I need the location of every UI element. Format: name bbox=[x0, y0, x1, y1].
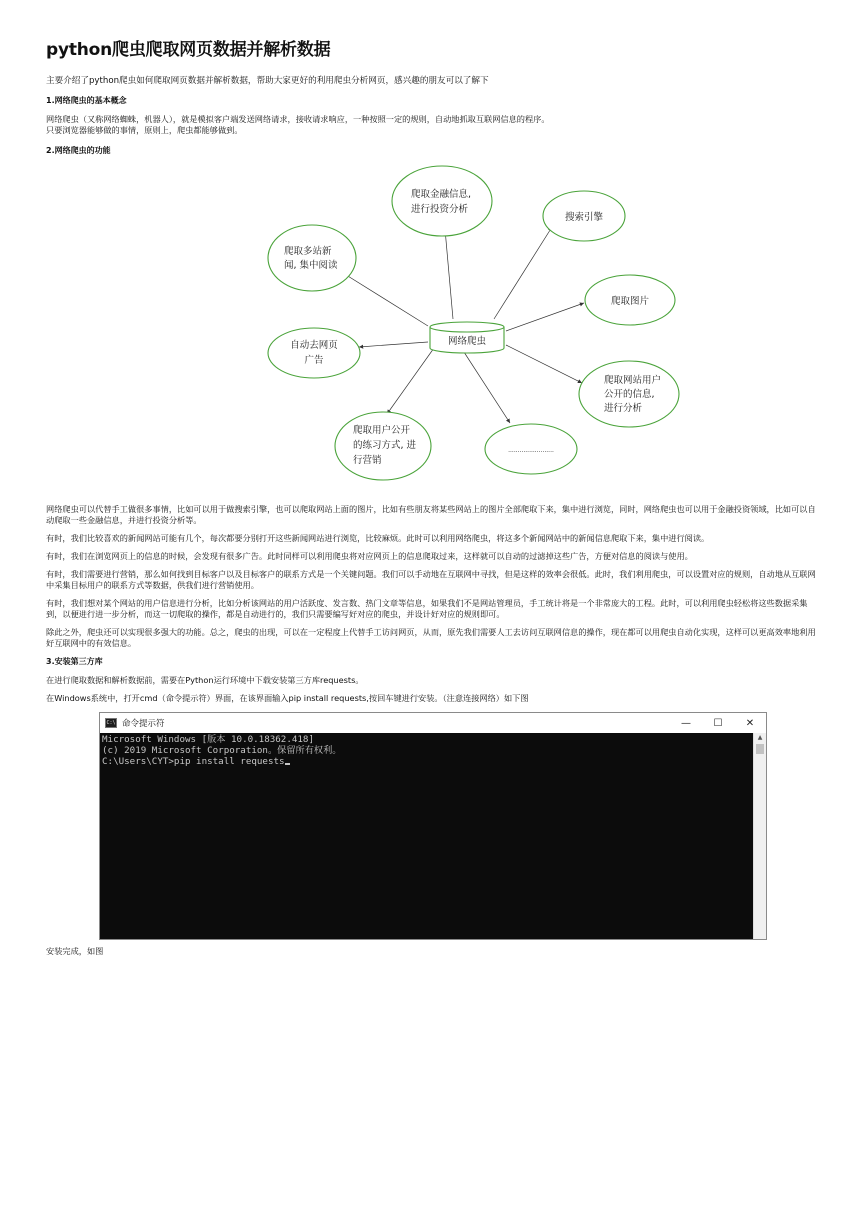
node-contact bbox=[335, 412, 431, 480]
node-finance-line2: 进行投资分析 bbox=[411, 204, 469, 215]
node-search-label: 搜索引擎 bbox=[564, 212, 604, 223]
section-heading-2: 2.网络爬虫的功能 bbox=[46, 146, 111, 155]
console-prompt-line bbox=[102, 756, 752, 767]
node-users-line2: 公开的信息, bbox=[604, 389, 655, 400]
window-controls bbox=[670, 713, 766, 733]
center-label: 网络爬虫 bbox=[447, 336, 487, 347]
section1-line2: 只要浏览器能够做的事情，原则上，爬虫都能够做到。 bbox=[46, 125, 243, 135]
cmd-window-screenshot bbox=[99, 712, 767, 940]
intro-paragraph: 主要介绍了python爬虫如何爬取网页数据并解析数据，帮助大家更好的利用爬虫分析网页，感兴趣的朋友可以了解下 bbox=[46, 76, 489, 86]
edge-images bbox=[506, 303, 584, 331]
console-command: C:\Users\CYT>pip install requests bbox=[102, 756, 285, 767]
section-heading-3: 3.安装第三方库 bbox=[46, 657, 103, 666]
cmd-scrollbar bbox=[753, 733, 766, 939]
section1-text bbox=[46, 114, 818, 136]
node-ads bbox=[268, 328, 360, 378]
cmd-window-title: 命令提示符 bbox=[122, 719, 165, 729]
install-paragraph-2: 在Windows系统中，打开cmd（命令提示符）界面，在该界面输入pip install requests,按回车键进行安装。（注意连接网络）如下图 bbox=[46, 693, 529, 703]
edge-finance bbox=[445, 229, 453, 319]
node-search bbox=[543, 191, 625, 241]
node-users-line3: 进行分析 bbox=[604, 403, 643, 414]
cursor bbox=[285, 763, 290, 765]
edge-users bbox=[506, 345, 582, 383]
node-ads-line2: 广告 bbox=[304, 355, 324, 366]
crawler-function-diagram bbox=[216, 164, 662, 494]
node-more-label: ........................ bbox=[508, 447, 554, 454]
section-heading-1: 1.网络爬虫的基本概念 bbox=[46, 96, 127, 105]
node-news-line1: 爬取多站新 bbox=[284, 246, 332, 257]
node-images-label: 爬取图片 bbox=[610, 296, 650, 307]
edge-ads bbox=[359, 342, 428, 347]
terminal-icon: C:\ bbox=[106, 720, 116, 726]
scroll-up-icon: ▲ bbox=[757, 734, 763, 741]
node-ads-line1: 自动去网页 bbox=[290, 340, 338, 351]
edge-more bbox=[462, 349, 510, 423]
node-finance bbox=[392, 166, 492, 236]
node-more bbox=[485, 424, 577, 474]
node-users bbox=[579, 361, 679, 427]
scroll-thumb bbox=[756, 744, 764, 754]
node-finance-line1: 爬取金融信息, bbox=[411, 189, 472, 200]
close-icon: ✕ bbox=[745, 717, 755, 729]
console-line: (c) 2019 Microsoft Corporation。保留所有权利。 bbox=[102, 745, 342, 756]
minimize-icon: — bbox=[681, 717, 691, 729]
cmd-titlebar bbox=[100, 712, 766, 733]
function-paragraph-4: 有时，我们需要进行营销，那么如何找到目标客户以及目标客户的联系方式是一个关键问题。我们可以手动地在互联网中寻找，但是这样的效率会很低。此时，我们利用爬虫，可以设置对应的规则，自动地从互联网中采集目标用户的联系方式等数据，供我们进行营销使用。 bbox=[46, 569, 816, 590]
install-paragraph-1: 在进行爬取数据和解析数据前，需要在Python运行环境中下载安装第三方库requests。 bbox=[46, 675, 364, 685]
edge-contact bbox=[387, 348, 434, 414]
node-users-line1: 爬取网站用户 bbox=[604, 375, 662, 386]
function-paragraph-1: 网络爬虫可以代替手工做很多事情，比如可以用于做搜索引擎，也可以爬取网站上面的图片，比如有些朋友将某些网站上的图片全部爬取下来，集中进行浏览，同时，网络爬虫也可以用于金融投资领域，比如可以自动爬取一些金融信息，并进行投资分析等。 bbox=[46, 504, 816, 525]
node-contact-line2: 的练习方式, 进 bbox=[353, 440, 417, 451]
diagram-center-node bbox=[430, 322, 504, 353]
node-news-line2: 闻, 集中阅读 bbox=[284, 260, 338, 271]
node-images bbox=[585, 275, 675, 325]
section1-line1: 网络爬虫（又称网络蜘蛛，机器人），就是模拟客户端发送网络请求，接收请求响应，一种按照一定的规则，自动地抓取互联网信息的程序。 bbox=[46, 114, 550, 124]
article bbox=[46, 34, 818, 711]
node-news bbox=[268, 225, 356, 291]
install-done-text: 安装完成，如图 bbox=[46, 946, 104, 956]
function-paragraph-6: 除此之外，爬虫还可以实现很多强大的功能。总之，爬虫的出现，可以在一定程度上代替手工访问网页，从而，原先我们需要人工去访问互联网信息的操作，现在都可以用爬虫自动化实现，这样可以更高效率地利用好互联网中的有效信息。 bbox=[46, 627, 816, 648]
function-paragraph-2: 有时，我们比较喜欢的新闻网站可能有几个，每次都要分别打开这些新闻网站进行浏览，比较麻烦。此时可以利用网络爬虫，将这多个新闻网站中的新闻信息爬取下来，集中进行阅读。 bbox=[46, 533, 710, 543]
console-line: Microsoft Windows [版本 10.0.18362.418] bbox=[102, 734, 314, 745]
node-contact-line1: 爬取用户公开 bbox=[353, 425, 411, 436]
page-title: python爬虫爬取网页数据并解析数据 bbox=[46, 40, 331, 60]
function-paragraph-5: 有时，我们想对某个网站的用户信息进行分析，比如分析该网站的用户活跃度、发言数、热门文章等信息，如果我们不是网站管理员，手工统计将是一个非常庞大的工程。此时，可以利用爬虫轻松将这些数据采集到，以便进行进一步分析，而这一切爬取的操作，都是自动进行的，我们只需要编写好对应的爬虫，并设计好对应的规则即可。 bbox=[46, 598, 808, 619]
cmd-console-output bbox=[100, 733, 754, 939]
function-paragraph-3: 有时，我们在浏览网页上的信息的时候，会发现有很多广告。此时同样可以利用爬虫将对应网页上的信息爬取过来，这样就可以自动的过滤掉这些广告，方便对信息的阅读与使用。 bbox=[46, 551, 693, 561]
maximize-icon: ☐ bbox=[713, 717, 723, 729]
edge-news bbox=[343, 273, 428, 326]
edge-search bbox=[494, 227, 552, 319]
node-contact-line3: 行营销 bbox=[353, 455, 382, 466]
